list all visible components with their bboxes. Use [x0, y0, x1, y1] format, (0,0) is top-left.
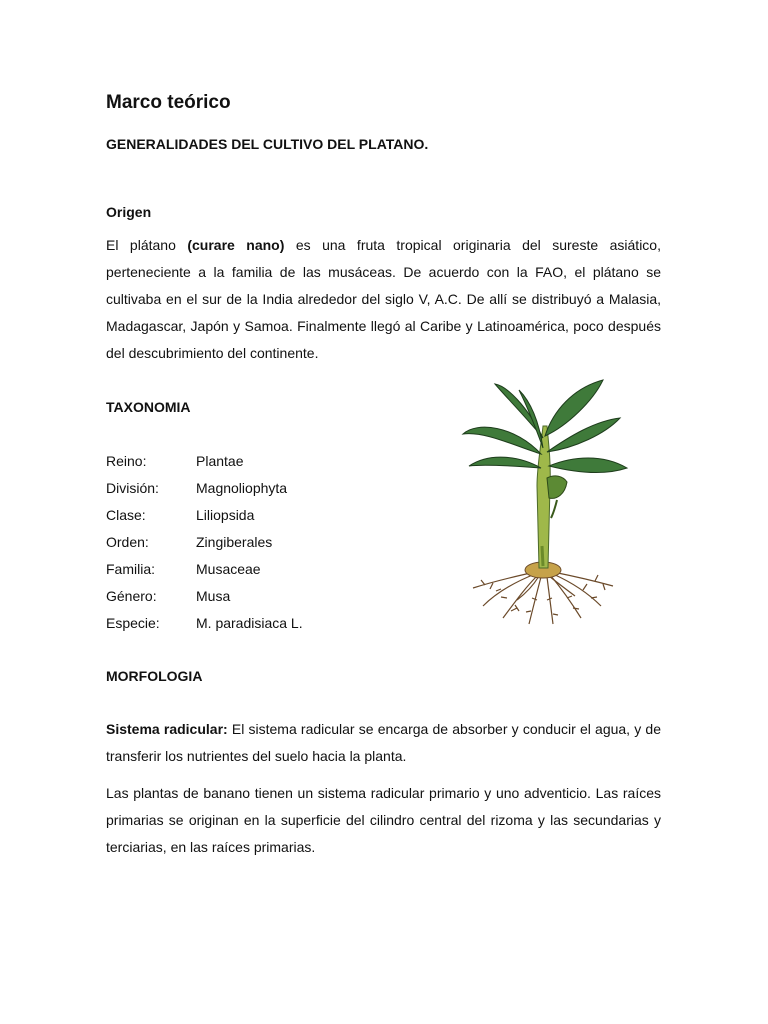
taxonomy-row: [106, 448, 303, 475]
taxonomy-row: [106, 583, 303, 610]
page-title: Marco teórico: [106, 92, 231, 113]
taxonomy-row: [106, 556, 303, 583]
taxonomia-heading: TAXONOMIA: [106, 399, 191, 415]
taxonomy-value: Liliopsida: [196, 507, 255, 523]
taxonomy-value: Musaceae: [196, 561, 261, 577]
taxonomy-row: [106, 502, 303, 529]
taxonomy-rank: Especie:: [106, 615, 160, 631]
banana-plant-icon: [455, 376, 633, 628]
taxonomy-rank: Clase:: [106, 507, 146, 523]
taxonomy-value: Zingiberales: [196, 534, 273, 550]
taxonomy-rank: Familia:: [106, 561, 156, 577]
sistema-radicular-label: Sistema radicular:: [106, 721, 228, 737]
section-title: GENERALIDADES DEL CULTIVO DEL PLATANO.: [106, 136, 429, 152]
origen-heading: Origen: [106, 204, 152, 220]
origen-text-start: El plátano: [106, 237, 188, 253]
raices-paragraph: Las plantas de banano tienen un sistema radicular primario y uno adventicio. Las raíces primarias se originan en la superficie del cilindro central del rizoma y las secundarias y terciarias, en las raíces primarias.: [106, 785, 661, 855]
taxonomy-value: Magnoliophyta: [196, 480, 288, 496]
origen-paragraph: [106, 232, 661, 367]
taxonomy-row: [106, 610, 303, 637]
roots: [473, 572, 613, 624]
pseudostem: [537, 426, 550, 568]
bunch-stalk: [551, 500, 557, 518]
taxonomy-row: [106, 529, 303, 556]
taxonomy-rank: Reino:: [106, 453, 147, 469]
taxonomy-value: M. paradisiaca L.: [196, 615, 303, 631]
sistema-radicular-paragraph: [106, 716, 661, 770]
morfologia-heading: MORFOLOGIA: [106, 668, 203, 684]
taxonomy-value: Plantae: [196, 453, 244, 469]
taxonomy-rank: Orden:: [106, 534, 149, 550]
taxonomy-value: Musa: [196, 588, 231, 604]
taxonomy-rank: Género:: [106, 588, 157, 604]
sucker: [542, 546, 543, 566]
taxonomy-row: [106, 475, 303, 502]
fruit-bunch: [547, 476, 567, 498]
origen-text-rest: es una fruta tropical originaria del sureste asiático, perteneciente a la familia de las musáceas. De acuerdo con la FAO, el plátano se cultivaba en el sur de la India alrededor del siglo V, A.C. De allí se distribuyó a Malasia, Madagascar, Japón y Samoa. Finalmente llegó al Caribe y Latinoamérica, poco después del descubrimiento del continente.: [106, 237, 661, 361]
taxonomy-rank: División:: [106, 480, 159, 496]
taxonomy-table: [106, 448, 303, 637]
sistema-radicular-text: El sistema radicular se encarga de absorber y conducir el agua, y de transferir los nutrientes del suelo hacia la planta.: [106, 721, 661, 764]
origen-scientific-name: (curare nano): [187, 237, 285, 253]
